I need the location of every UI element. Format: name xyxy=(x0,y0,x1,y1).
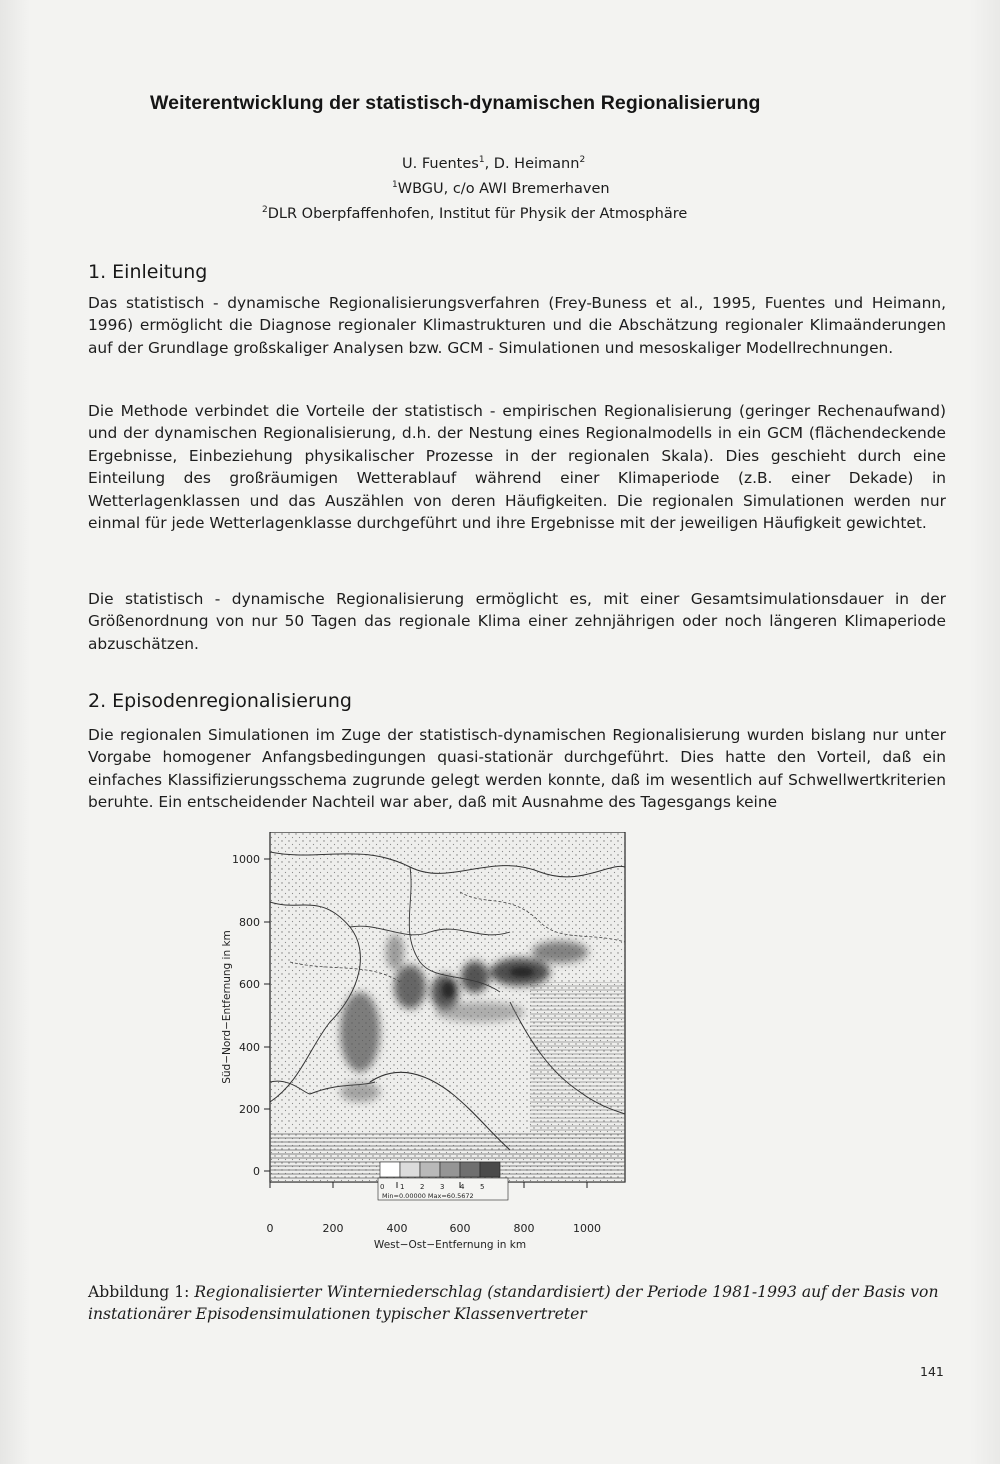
x-tick-label: 800 xyxy=(513,1222,535,1235)
map-plot-area xyxy=(221,832,625,1251)
paragraph-1: Das statistisch - dynamische Regionalisierungsverfahren (Frey-Buness et al., 1995, Fuentes und Heimann, 1996) ermöglicht die Diagnose regionaler Klimastrukturen und die Abschätzung regionaler Klimaänderungen auf der Grundlage großskaliger Analysen bzw. GCM - Simulationen und mesoskaliger Modellrechnungen. xyxy=(88,294,946,357)
author-sup-1: 1 xyxy=(478,155,485,166)
affiliation-2-text: DLR Oberpfaffenhofen, Institut für Physik der Atmosphäre xyxy=(267,206,688,222)
colorbar-tick-5: 5 xyxy=(480,1183,485,1191)
x-tick-label: 1000 xyxy=(573,1222,601,1235)
y-tick-label: 600 xyxy=(239,978,260,991)
y-tick-label: 800 xyxy=(239,916,260,929)
figure-caption xyxy=(88,1281,946,1325)
x-tick-label: 600 xyxy=(449,1222,471,1235)
colorbar-tick-2: 2 xyxy=(420,1183,425,1191)
section-heading-episodenregionalisierung: 2. Episodenregionalisierung xyxy=(88,690,352,712)
author-name-1: U. Fuentes xyxy=(402,156,479,172)
colorbar-tick-1: 1 xyxy=(400,1183,405,1191)
paragraph-3: Die statistisch - dynamische Regionalisierung ermöglicht es, mit einer Gesamtsimulationsdauer in der Größenordnung von nur 50 Tagen das regionale Klima einer zehnjährigen oder noch längeren Klimaperiode abzuschätzen. xyxy=(88,590,946,653)
x-tick-label: 400 xyxy=(386,1222,408,1235)
paragraph-4: Die regionalen Simulationen im Zuge der statistisch-dynamischen Regionalisierung wurden bislang nur unter Vorgabe homogener Anfangsbedingungen quasi-stationär durchgeführt. Dies hatte den Vorteil, daß ein einfaches Klassifizierungsschema zugrunde gelegt werden konnte, daß im wesentlich auf Schwellwertkriterien beruhte. Ein entscheidender Nachteil war aber, daß mit Ausnahme des Tagesgangs keine xyxy=(88,726,946,812)
y-tick-label: 400 xyxy=(239,1041,260,1054)
affiliation-1 xyxy=(392,177,610,202)
precipitation-map-figure xyxy=(210,832,630,1252)
paper-title: Weiterentwicklung der statistisch-dynamischen Regionalisierung xyxy=(150,92,761,114)
colorbar-tick-0: 0 xyxy=(380,1183,385,1191)
caption-text: Regionalisierter Winterniederschlag (standardisiert) der Periode 1981-1993 auf der Basis von instationärer Episodensimulationen typischer Klassenvertreter xyxy=(88,1283,939,1323)
colorbar-minmax: Min=0.00000 Max=60.5672 xyxy=(382,1192,474,1200)
affiliation-2 xyxy=(262,202,687,227)
colorbar-tick-3: 3 xyxy=(440,1183,445,1191)
colorbar xyxy=(378,1162,508,1200)
author-separator: , D. Heimann xyxy=(484,156,580,172)
y-axis xyxy=(221,853,270,1178)
colorbar-tick-4: 4 xyxy=(460,1183,465,1191)
author-line xyxy=(402,152,585,177)
affiliation-2-sup: 2 xyxy=(262,205,268,216)
section-heading-einleitung: 1. Einleitung xyxy=(88,261,208,283)
y-tick-label: 200 xyxy=(239,1103,260,1116)
affiliation-1-text: WBGU, c/o AWI Bremerhaven xyxy=(397,181,610,197)
affiliation-1-sup: 1 xyxy=(392,180,398,191)
y-tick-label: 1000 xyxy=(232,853,260,866)
x-axis-label: West−Ost−Entfernung in km xyxy=(373,1239,527,1251)
page-number: 141 xyxy=(920,1364,944,1379)
y-tick-label: 0 xyxy=(253,1165,260,1178)
paragraph-2: Die Methode verbindet die Vorteile der statistisch - empirischen Regionalisierung (geringer Rechenaufwand) und der dynamischen Regionalisierung, d.h. der Nestung eines Regionalmodells in ein GCM (flächendeckende Ergebnisse, Einbeziehung physikalischer Prozesse in der regionalen Skala). Dies geschieht durch eine Einteilung des großräumigen Wetterablauf während einer Klimaperiode (z.B. einer Dekade) in Wetterlagenklassen und das Auszählen von deren Häufigkeiten. Die regionalen Simulationen werden nur einmal für jede Wetterlagenklasse durchgeführt und ihre Ergebnisse mit der jeweiligen Häufigkeit gewichtet. xyxy=(88,402,946,533)
sea-hatching-east xyxy=(530,982,625,1132)
y-axis-label: Süd−Nord−Entfernung in km xyxy=(221,930,233,1084)
x-tick-label: 0 xyxy=(266,1222,274,1235)
caption-label: Abbildung 1: xyxy=(88,1283,190,1301)
author-sup-2: 2 xyxy=(579,155,586,166)
x-tick-label: 200 xyxy=(322,1222,344,1235)
